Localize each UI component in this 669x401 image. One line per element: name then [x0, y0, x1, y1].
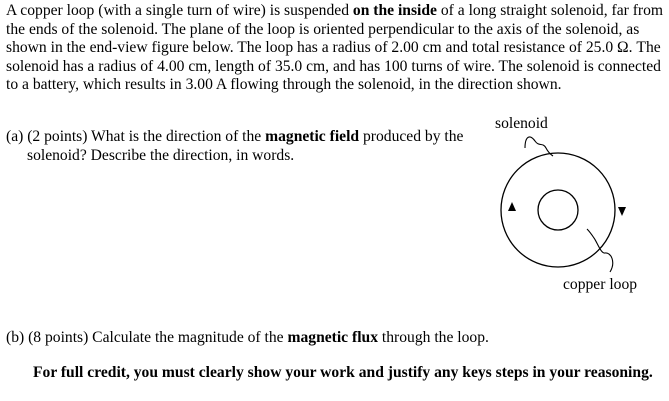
question-a-text-2: produced by the solenoid? Describe the direction, in words. — [27, 128, 464, 164]
question-b-text-2: through the loop. — [378, 329, 489, 346]
solenoid-circle — [501, 153, 615, 267]
question-b-emphasis: magnetic flux — [287, 329, 379, 346]
intro-text-1: A copper loop (with a single turn of wire) is suspended — [6, 2, 353, 19]
solenoid-end-view-figure — [495, 112, 665, 302]
question-a-text-1: (2 points) What is the direction of the — [23, 128, 266, 145]
question-b — [6, 329, 489, 348]
solenoid-label: solenoid — [495, 115, 548, 132]
copper-loop-label: copper loop — [563, 276, 638, 293]
question-a-emphasis: magnetic field — [265, 128, 360, 145]
intro-text-2: of a long straight solenoid, far from the ends of the solenoid. The plane of the loop is oriented perpendicular to the axis of the solenoid, as shown in the end-view figure below. The loop has a radius of 2.00 cm and total resistance of 25.0 Ω. The solenoid has a radius of 4.00 cm, length of 35.0 cm, and has 100 turns of wire. The solenoid is connected to a battery, which results in 3.00 A flowing through the solenoid, in the direction shown. — [6, 2, 664, 94]
problem-statement — [6, 2, 664, 95]
intro-emphasis: on the inside — [352, 2, 437, 19]
copper-loop-circle — [538, 190, 578, 230]
figure-drawing — [495, 112, 665, 302]
current-arrow-right — [618, 207, 626, 216]
question-b-text-1: (b) (8 points) Calculate the magnitude of the — [6, 329, 288, 346]
question-a — [6, 128, 476, 165]
current-arrow-left — [508, 202, 516, 211]
credit-note: For full credit, you must clearly show your work and justify any keys steps in your reasoning. — [33, 364, 653, 381]
question-a-label: (a) — [6, 128, 24, 145]
